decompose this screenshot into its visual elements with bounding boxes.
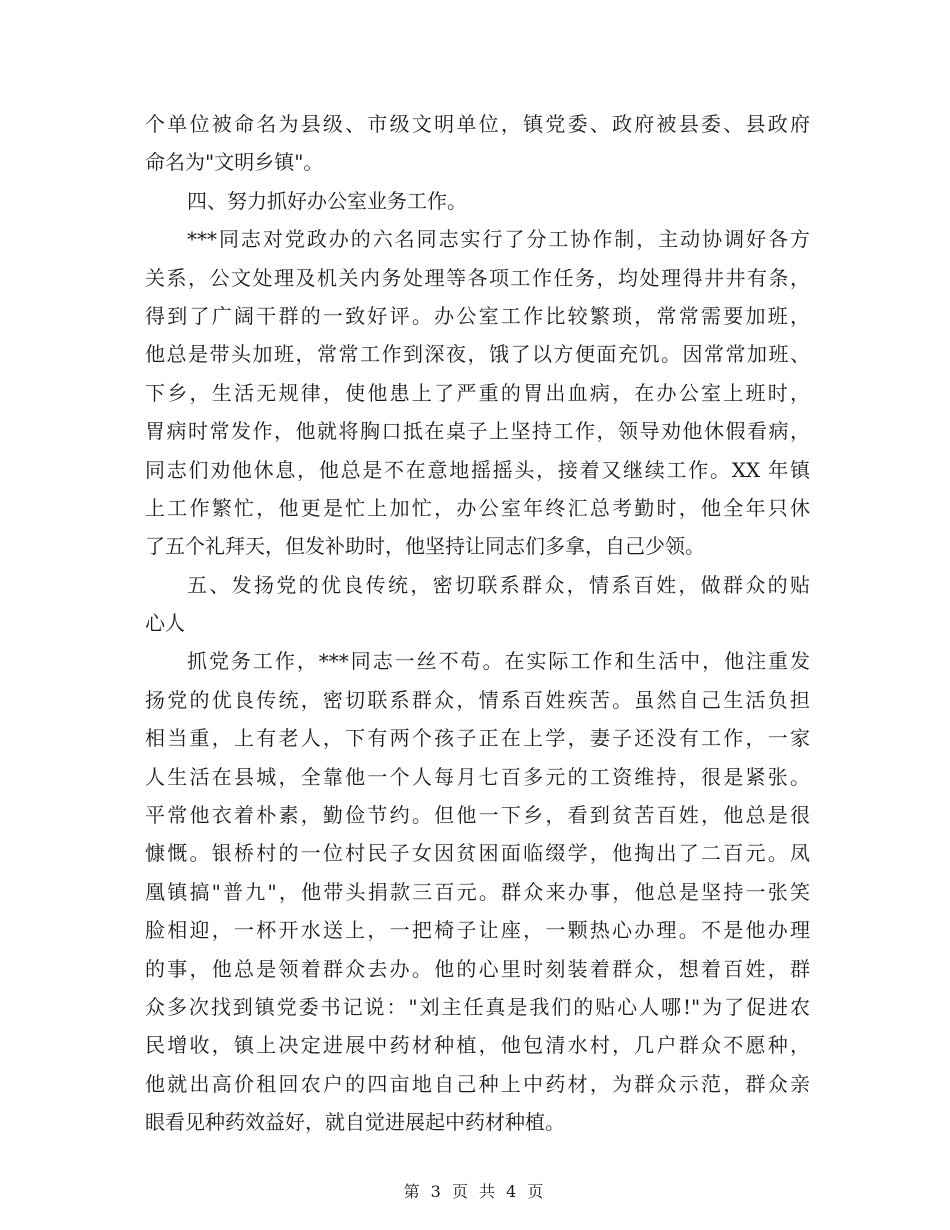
text-line: 凰镇搞"普九"，他带头捐款三百元。群众来办事，他总是坚持一张笑 xyxy=(145,879,810,904)
text-line: 的事，他总是领着群众去办。他的心里时刻装着群众，想着百姓，群 xyxy=(145,956,810,981)
text-line: 了五个礼拜天，但发补助时，他坚持让同志们多拿，自己少领。 xyxy=(145,534,705,559)
text-line: 众多次找到镇党委书记说："刘主任真是我们的贴心人哪!"为了促进农 xyxy=(145,994,810,1019)
text-line: 民增收，镇上决定进展中药材种植，他包清水村，几户群众不愿种， xyxy=(145,1033,810,1058)
text-line: 眼看见种药效益好，就自觉进展起中药材种植。 xyxy=(145,1110,565,1135)
section-heading: 心人 xyxy=(145,611,185,636)
text-line: 慷慨。银桥村的一位村民子女因贫困面临缀学，他掏出了二百元。凤 xyxy=(145,841,810,866)
text-line: 抓党务工作，***同志一丝不苟。在实际工作和生活中，他注重发 xyxy=(187,649,810,674)
section-heading: 四、努力抓好办公室业务工作。 xyxy=(187,188,467,213)
text-line: 得到了广阔干群的一致好评。办公室工作比较繁琐，常常需要加班， xyxy=(145,303,810,328)
page-number-footer: 第 3 页 共 4 页 xyxy=(403,1182,547,1201)
text-line: 胃病时常发作，他就将胸口抵在桌子上坚持工作，领导劝他休假看病， xyxy=(145,419,810,444)
body-text xyxy=(145,105,810,1142)
text-line: 他总是带头加班，常常工作到深夜，饿了以方便面充饥。因常常加班、 xyxy=(145,342,810,367)
text-line: 下乡，生活无规律，使他患上了严重的胃出血病，在办公室上班时， xyxy=(145,380,810,405)
text-line: 关系，公文处理及机关内务处理等各项工作任务，均处理得井井有条， xyxy=(145,265,810,290)
text-line: 命名为"文明乡镇"。 xyxy=(145,150,324,175)
section-heading: 五、发扬党的优良传统，密切联系群众，情系百姓，做群众的贴 xyxy=(187,572,810,597)
text-line: 平常他衣着朴素，勤俭节约。但他一下乡，看到贫苦百姓，他总是很 xyxy=(145,803,810,828)
text-line: 扬党的优良传统，密切联系群众，情系百姓疾苦。虽然自己生活负担 xyxy=(145,687,810,712)
text-line: 同志们劝他休息，他总是不在意地摇摇头，接着又继续工作。XX 年镇 xyxy=(145,457,810,482)
text-line: 人生活在县城，全靠他一个人每月七百多元的工资维持，很是紧张。 xyxy=(145,764,810,789)
text-line: 个单位被命名为县级、市级文明单位，镇党委、政府被县委、县政府 xyxy=(145,112,810,136)
text-line: 他就出高价租回农户的四亩地自己种上中药材，为群众示范，群众亲 xyxy=(145,1071,810,1096)
text-line: ***同志对党政办的六名同志实行了分工协作制，主动协调好各方 xyxy=(187,227,810,252)
text-line: 脸相迎，一杯开水送上，一把椅子让座，一颗热心办理。不是他办理 xyxy=(145,918,810,943)
text-line: 上工作繁忙，他更是忙上加忙，办公室年终汇总考勤时，他全年只休 xyxy=(145,495,810,520)
text-line: 相当重，上有老人，下有两个孩子正在上学，妻子还没有工作，一家 xyxy=(145,726,810,751)
